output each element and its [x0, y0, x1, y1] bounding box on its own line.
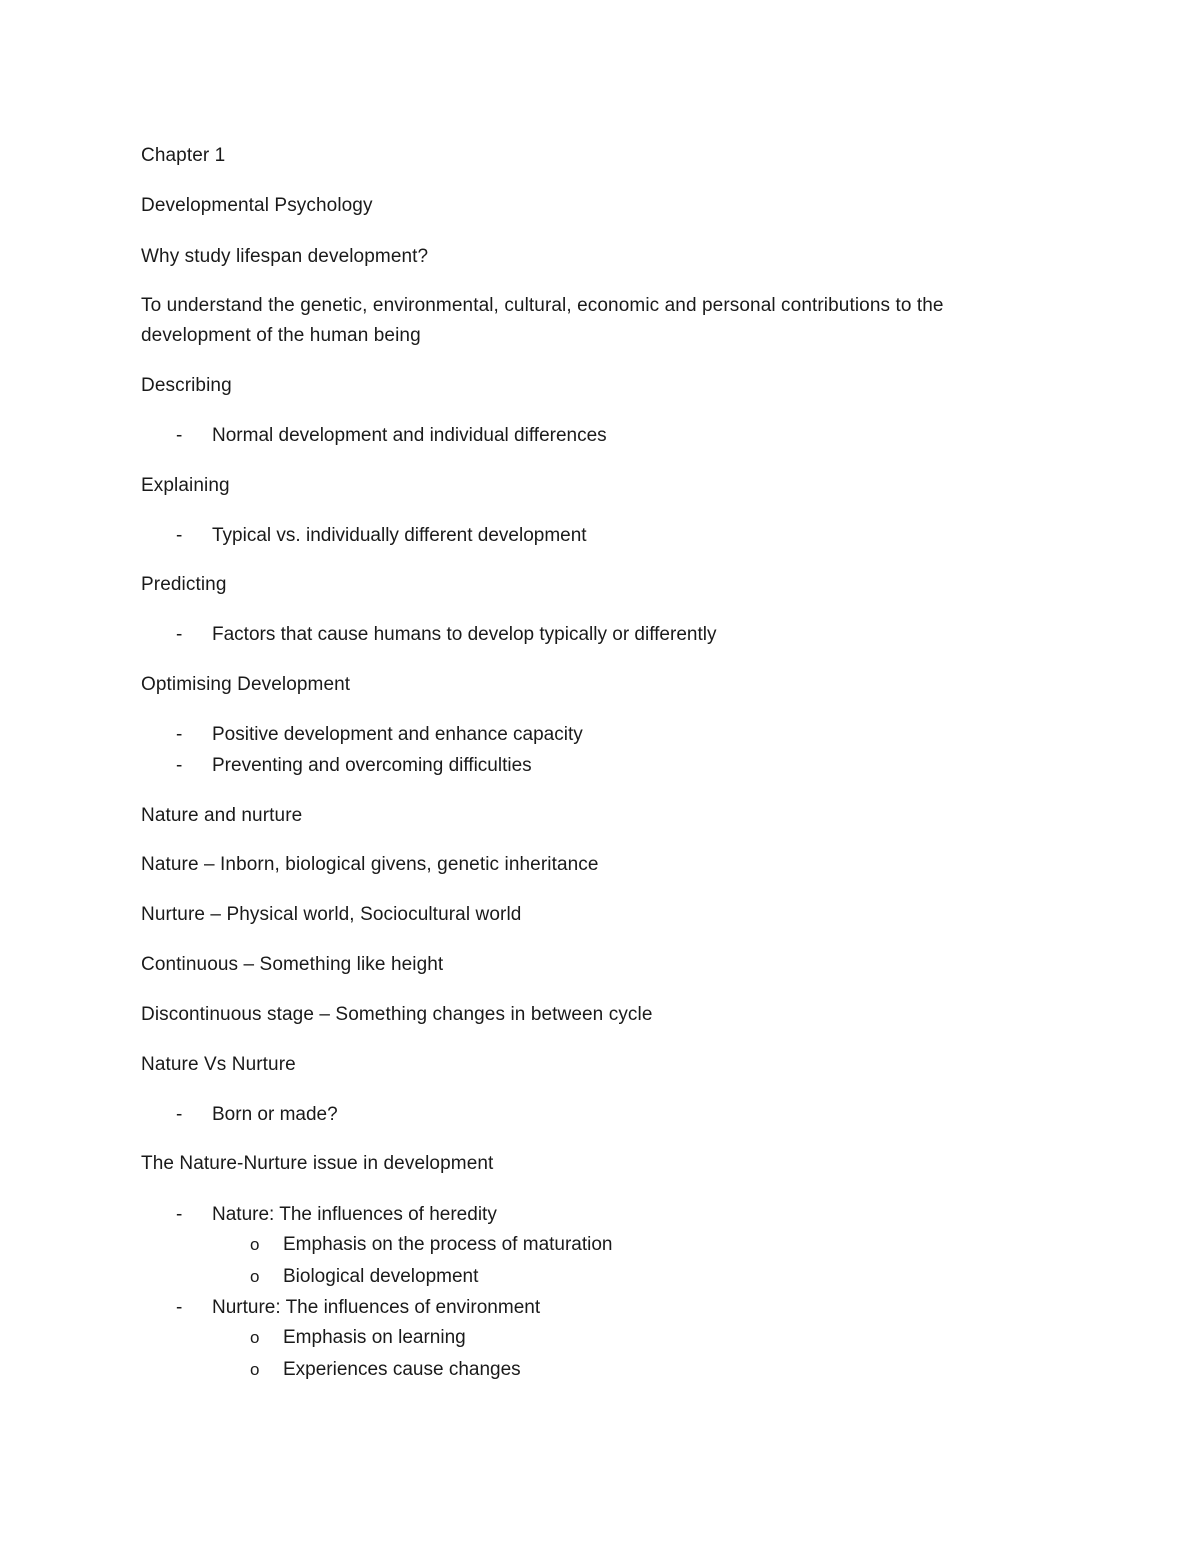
question-line: Why study lifespan development? — [141, 246, 429, 267]
dash-marker: - — [176, 724, 183, 745]
dash-marker: - — [176, 425, 183, 446]
heading-explaining: Explaining — [141, 475, 230, 496]
nature-definition: Nature – Inborn, biological givens, genetic inheritance — [141, 854, 599, 875]
dash-marker: - — [176, 1104, 183, 1125]
dash-marker: - — [176, 525, 183, 546]
dash-marker: - — [176, 1204, 183, 1225]
bullet-nurture-environment: Nurture: The influences of environment — [212, 1297, 541, 1318]
dash-marker: - — [176, 624, 183, 645]
bullet-describing-1: Normal development and individual differences — [212, 425, 607, 446]
bullet-predicting-1: Factors that cause humans to develop typically or differently — [212, 624, 717, 645]
heading-predicting: Predicting — [141, 574, 227, 595]
sub-bullet-marker: o — [250, 1328, 260, 1347]
chapter-title: Chapter 1 — [141, 145, 226, 166]
continuous-definition: Continuous – Something like height — [141, 954, 444, 975]
nurture-definition: Nurture – Physical world, Sociocultural world — [141, 904, 522, 925]
dash-marker: - — [176, 1297, 183, 1318]
bullet-explaining-1: Typical vs. individually different development — [212, 525, 587, 546]
dash-marker: - — [176, 755, 183, 776]
sub-bullet-maturation: Emphasis on the process of maturation — [283, 1234, 613, 1255]
sub-bullet-biological: Biological development — [283, 1266, 479, 1287]
bullet-nature-heredity: Nature: The influences of heredity — [212, 1204, 497, 1225]
subject-title: Developmental Psychology — [141, 195, 373, 216]
discontinuous-definition: Discontinuous stage – Something changes in between cycle — [141, 1004, 653, 1025]
sub-bullet-marker: o — [250, 1360, 260, 1379]
bullet-optimising-2: Preventing and overcoming difficulties — [212, 755, 532, 776]
answer-line-1: To understand the genetic, environmental, cultural, economic and personal contributions to the — [141, 295, 944, 316]
sub-bullet-marker: o — [250, 1267, 260, 1286]
bullet-born-or-made: Born or made? — [212, 1104, 338, 1125]
heading-nature-nurture-issue: The Nature-Nurture issue in development — [141, 1153, 494, 1174]
heading-optimising: Optimising Development — [141, 674, 351, 695]
bullet-optimising-1: Positive development and enhance capacity — [212, 724, 583, 745]
heading-nature-nurture: Nature and nurture — [141, 805, 303, 826]
heading-nature-vs-nurture: Nature Vs Nurture — [141, 1054, 296, 1075]
sub-bullet-experiences: Experiences cause changes — [283, 1359, 521, 1380]
answer-line-2: development of the human being — [141, 325, 421, 346]
sub-bullet-learning: Emphasis on learning — [283, 1327, 466, 1348]
sub-bullet-marker: o — [250, 1235, 260, 1254]
heading-describing: Describing — [141, 375, 232, 396]
